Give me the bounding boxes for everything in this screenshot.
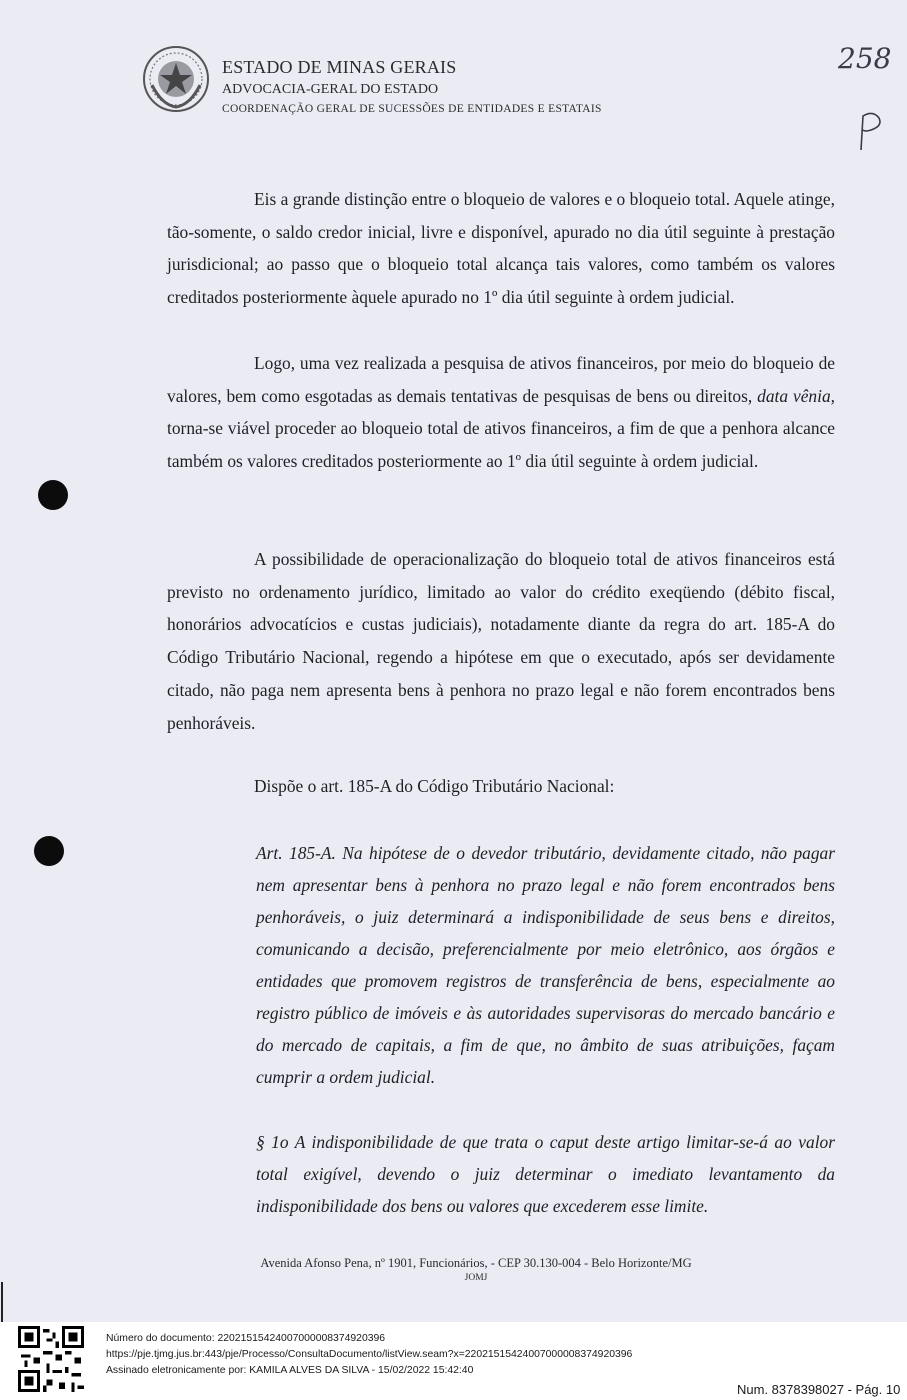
- footer-signature: Assinado eletronicamente por: KAMILA ALVES DA SILVA - 15/02/2022 15:42:40: [106, 1365, 474, 1376]
- address-line: Avenida Afonso Pena, nº 1901, Funcionários, - CEP 30.130-004 - Belo Horizonte/MG: [260, 1256, 692, 1270]
- paragraph-1: Eis a grande distinção entre o bloqueio de valores e o bloqueio total. Aquele atinge, tão-somente, o saldo credor inicial, livre e disponível, apurado no dia útil seguinte à prestação jurisdicional; ao passo que o bloqueio total alcança tais valores, como também os valores creditados posteriormente àquele apurado no 1º dia útil seguinte à ordem judicial.: [167, 189, 835, 308]
- quote-paragraph-1: § 1o A indisponibilidade de que trata o caput deste artigo limitar-se-á ao valor total exigível, devendo o juiz determinar o imediato levantamento da indisponibilidade dos bens ou valores que excederem esse limite.: [256, 1132, 835, 1216]
- punch-hole-top: [38, 480, 68, 510]
- punch-hole-bottom: [34, 836, 64, 866]
- author-initials: JOMJ: [464, 1273, 488, 1283]
- quote-art-185a: Art. 185-A. Na hipótese de o devedor tributário, devidamente citado, não pagar nem apresentar bens à penhora no prazo legal e não forem encontrados bens penhoráveis, o juiz determinará a indisponibilidade de seus bens e direitos, comunicando a decisão, preferencialmente por meio eletrônico, aos órgãos e entidades que promovem registros de transferência de bens, especialmente ao registro público de imóveis e às autoridades supervisoras do mercado bancário e do mercado de capitais, a fim de que, no âmbito de suas atribuições, façam cumprir a ordem judicial.: [256, 843, 835, 1087]
- paragraph-3: A possibilidade de operacionalização do bloqueio total de ativos financeiros está previsto no ordenamento jurídico, limitado ao valor do crédito exeqüendo (débito fiscal, honorários advocatícios e custas judiciais), notadamente diante da regra do art. 185-A do Código Tributário Nacional, regendo a hipótese em que o executado, após ser devidamente citado, não paga nem apresenta bens à penhora no prazo legal e não forem encontrados bens penhoráveis.: [167, 549, 835, 733]
- footer-page-number: Num. 8378398027 - Pág. 10: [737, 1382, 901, 1397]
- paragraph-2: Logo, uma vez realizada a pesquisa de ativos financeiros, por meio do bloqueio de valores, bem como esgotadas as demais tentativas de pesquisas de bens ou direitos, data vênia, torna-se viável proceder ao bloqueio total de ativos financeiros, a fim de que a penhora alcance também os valores creditados posteriormente ao 1º dia útil seguinte à ordem judicial.: [167, 353, 835, 472]
- header-state: ESTADO DE MINAS GERAIS: [222, 57, 457, 77]
- handwritten-page-number: 258: [838, 42, 892, 75]
- header-coordination: COORDENAÇÃO GERAL DE SUCESSÕES DE ENTIDADES E ESTATAIS: [222, 103, 602, 115]
- footer-doc-number: Número do documento: 22021515424007000008374920396: [106, 1333, 386, 1344]
- coat-of-arms-seal: [142, 45, 210, 113]
- handwritten-rubric-icon: [855, 108, 887, 152]
- qr-code-icon: [18, 1326, 84, 1392]
- latin-phrase: data vênia,: [757, 385, 835, 406]
- scan-edge-line: [1, 1282, 3, 1322]
- header-agency: ADVOCACIA-GERAL DO ESTADO: [222, 82, 439, 97]
- paragraph-4: Dispõe o art. 185-A do Código Tributário Nacional:: [254, 776, 615, 796]
- footer-url[interactable]: https://pje.tjmg.jus.br:443/pje/Processo/ConsultaDocumento/listView.seam?x=22021515424007000008374920396: [106, 1349, 633, 1360]
